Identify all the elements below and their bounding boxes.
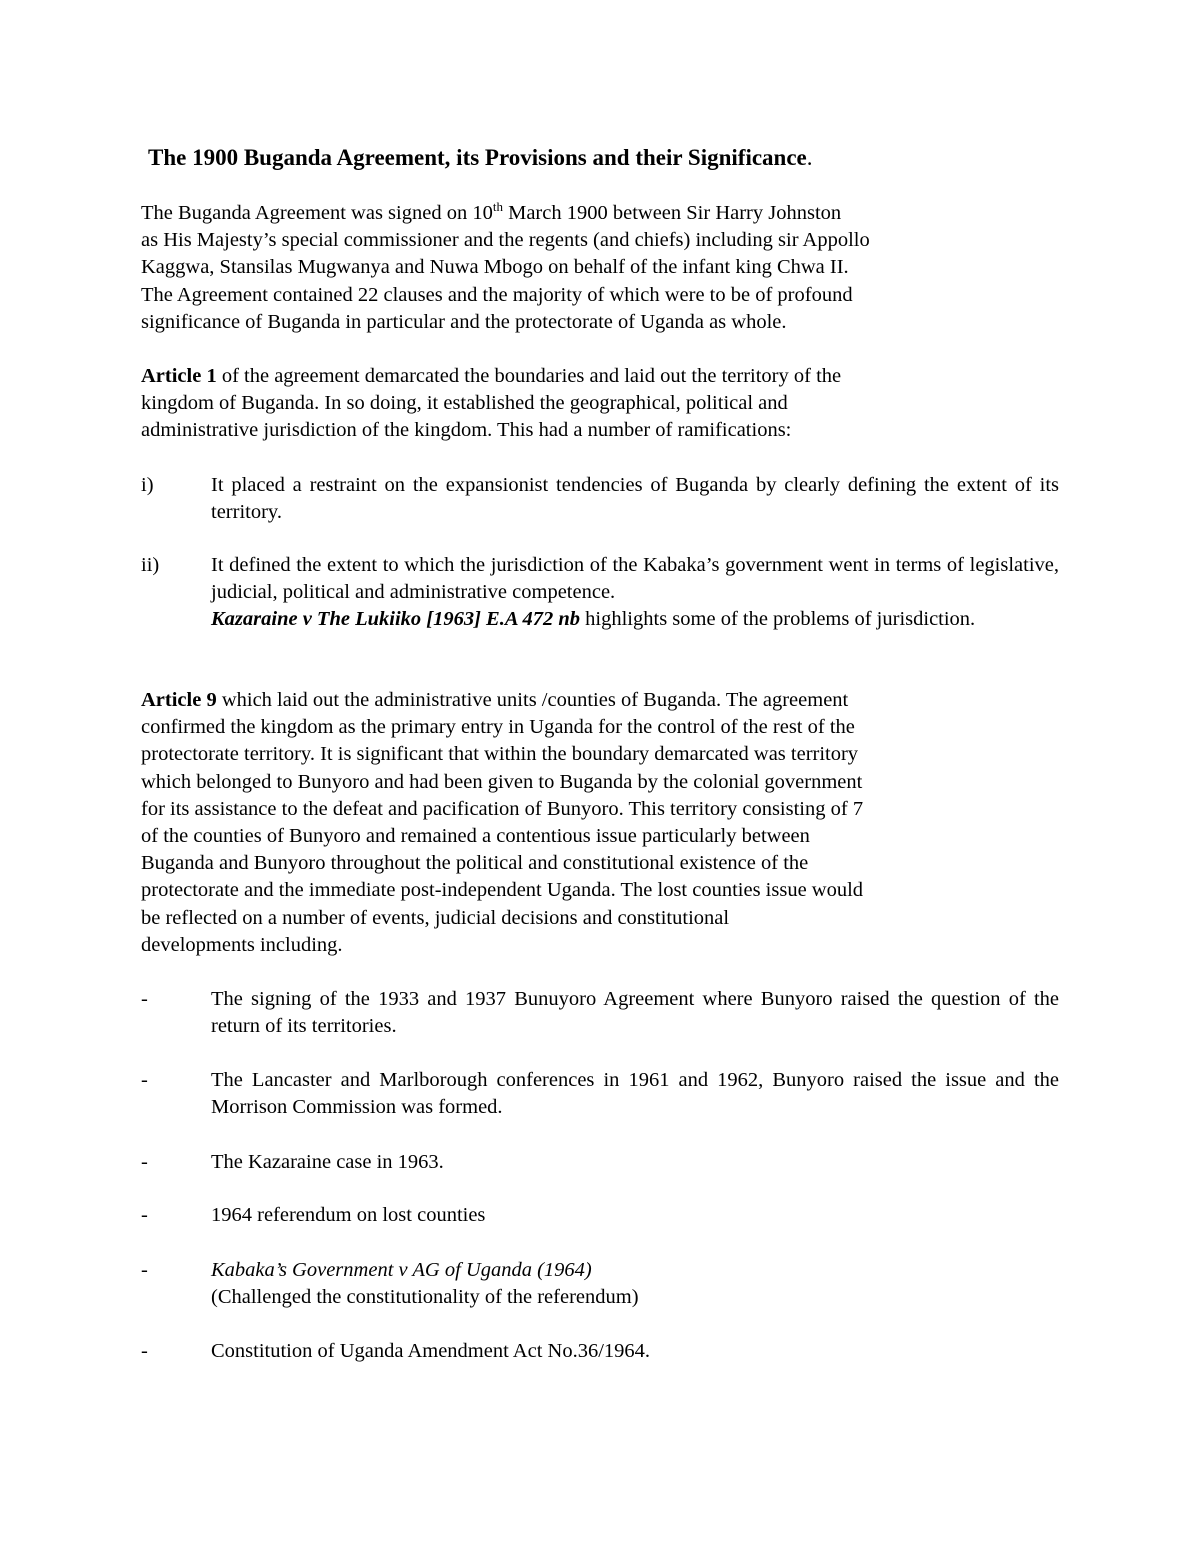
ramification-marker: ii) — [141, 554, 160, 576]
intro-line-5: significance of Buganda in particular and the protectorate of Uganda as whole. — [141, 310, 787, 333]
article-1-paragraph — [141, 363, 1041, 445]
event-marker: - — [141, 1151, 148, 1173]
article-9-line-3: protectorate territory. It is significant that within the boundary demarcated was territory — [141, 743, 859, 766]
event-item-3 — [141, 1149, 1059, 1176]
event-marker: - — [141, 1259, 148, 1281]
document-title — [148, 143, 813, 173]
document-title-period: . — [806, 145, 813, 170]
article-1-line-1-text: of the agreement demarcated the boundaries and laid out the territory of the — [216, 365, 842, 387]
intro-line-3: Kaggwa, Stansilas Mugwanya and Nuwa Mbogo on behalf of the infant king Chwa II. — [141, 256, 849, 279]
article-9-line-6: of the counties of Bunyoro and remained a contentious issue particularly between — [141, 825, 810, 848]
article-9-line-2: confirmed the kingdom as the primary entry in Uganda for the control of the rest of the — [141, 716, 855, 739]
article-9-line-5: for its assistance to the defeat and pacification of Bunyoro. This territory consisting of 7 — [141, 797, 864, 820]
ramification-body — [211, 552, 1059, 634]
event-item-5 — [141, 1257, 1059, 1311]
article-9-line-8: protectorate and the immediate post-independent Uganda. The lost counties issue would — [141, 879, 864, 902]
event-text: 1964 referendum on lost counties — [211, 1204, 486, 1226]
event-note: (Challenged the constitutionality of the referendum) — [211, 1286, 639, 1309]
ramification-item-2 — [141, 552, 1059, 634]
article-9-line-9: be reflected on a number of events, judicial decisions and constitutional — [141, 906, 730, 929]
event-item-1 — [141, 986, 1059, 1040]
article-1-line-2: kingdom of Buganda. In so doing, it established the geographical, political and — [141, 392, 788, 415]
event-item-2 — [141, 1067, 1059, 1121]
event-body — [211, 1257, 1059, 1311]
ordinal-superscript: th — [492, 199, 503, 215]
event-item-4 — [141, 1202, 1059, 1229]
event-marker: - — [141, 1069, 148, 1091]
event-text: The signing of the 1933 and 1937 Bunuyoro Agreement where Bunyoro raised the question of the return of its territories. — [211, 988, 1059, 1038]
intro-line-1-a: The Buganda Agreement was signed on 10 — [141, 202, 493, 224]
article-9-line-1 — [141, 687, 1041, 714]
intro-line-1-b: March 1900 between Sir Harry Johnston — [502, 202, 842, 224]
ramification-text: It placed a restraint on the expansionist tendencies of Buganda by clearly defining the extent of its territory. — [211, 474, 1059, 524]
article-9-paragraph — [141, 687, 1041, 959]
intro-paragraph — [141, 200, 1041, 336]
event-text: Constitution of Uganda Amendment Act No.36/1964. — [211, 1340, 651, 1362]
article-9-label: Article 9 — [141, 689, 217, 711]
case-citation: Kabaka’s Government v AG of Uganda (1964) — [211, 1259, 592, 1281]
event-item-6 — [141, 1338, 1059, 1365]
article-9-line-4: which belonged to Bunyoro and had been given to Buganda by the colonial government — [141, 770, 863, 793]
event-text: The Kazaraine case in 1963. — [211, 1151, 444, 1173]
event-marker: - — [141, 1204, 148, 1226]
article-1-line-3: administrative jurisdiction of the kingdom. This had a number of ramifications: — [141, 419, 792, 442]
intro-line-4: The Agreement contained 22 clauses and the majority of which were to be of profound — [141, 283, 853, 306]
article-1-line-1 — [141, 363, 1041, 390]
intro-line-2: as His Majesty’s special commissioner and the regents (and chiefs) including sir Appollo — [141, 229, 870, 252]
case-citation-rest: highlights some of the problems of jurisdiction. — [580, 608, 976, 631]
article-1-label: Article 1 — [141, 365, 217, 387]
article-9-line-10: developments including. — [141, 933, 343, 956]
intro-line-1 — [141, 200, 1041, 227]
document-title-text: The 1900 Buganda Agreement, its Provisions and their Significance — [148, 145, 807, 170]
ramification-text: It defined the extent to which the jurisdiction of the Kabaka’s government went in terms of legislative, judicial, political and administrative competence. — [211, 554, 1059, 604]
event-text: The Lancaster and Marlborough conferences in 1961 and 1962, Bunyoro raised the issue and the Morrison Commission was formed. — [211, 1069, 1059, 1119]
event-marker: - — [141, 1340, 148, 1362]
case-citation: Kazaraine v The Lukiiko [1963] E.A 472 nb — [211, 608, 581, 631]
ramification-item-1 — [141, 472, 1059, 526]
ramification-marker: i) — [141, 474, 154, 496]
case-citation-line — [211, 606, 1059, 633]
article-9-line-1-text: which laid out the administrative units /counties of Buganda. The agreement — [216, 689, 849, 711]
article-9-line-7: Buganda and Bunyoro throughout the political and constitutional existence of the — [141, 852, 809, 875]
event-marker: - — [141, 988, 148, 1010]
